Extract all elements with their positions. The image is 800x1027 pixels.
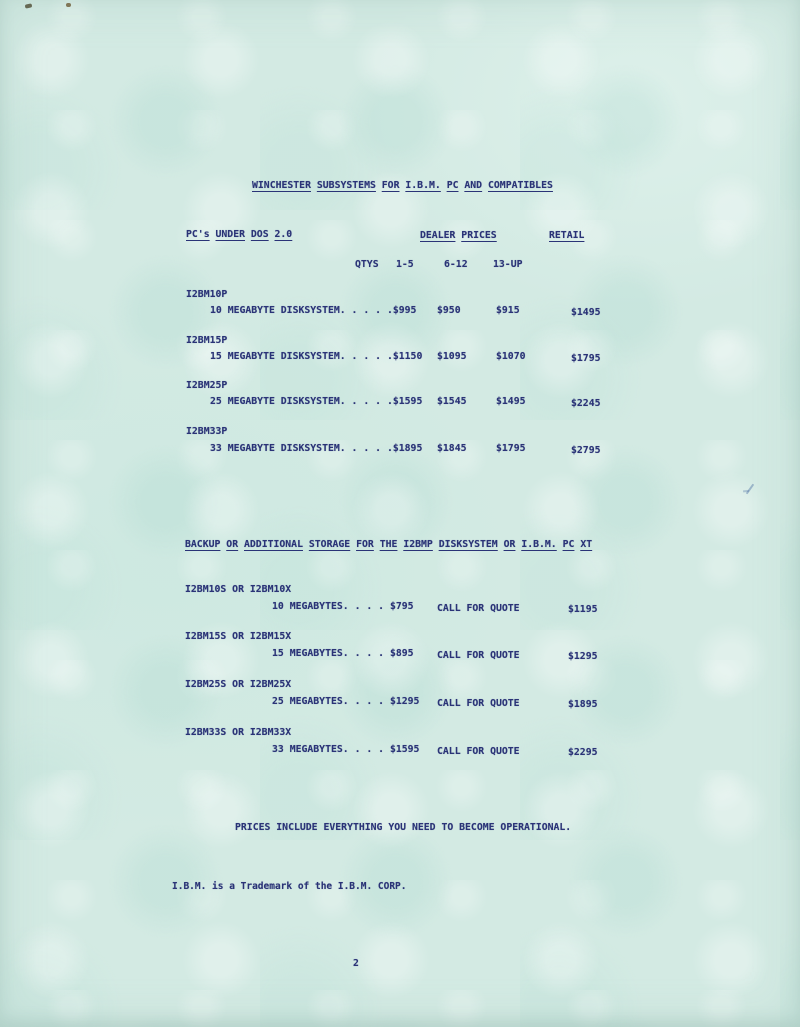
- section1-heading-left: PC's UNDER DOS 2.0: [186, 229, 293, 240]
- call-for-quote: CALL FOR QUOTE: [437, 698, 520, 709]
- qty-col-13-up: 13-UP: [493, 259, 523, 270]
- pen-mark: [746, 484, 755, 495]
- product-desc-price: 10 MEGABYTES. . . . $795: [272, 601, 414, 612]
- ink-speck: [66, 3, 71, 7]
- price-retail: $1795: [571, 353, 601, 364]
- product-model: I2BM15S OR I2BM15X: [185, 631, 292, 642]
- call-for-quote: CALL FOR QUOTE: [437, 603, 520, 614]
- price-retail: $2795: [571, 445, 601, 456]
- price-13-up: $915: [496, 305, 520, 316]
- product-model: I2BM25P: [186, 380, 228, 391]
- product-desc-price: 10 MEGABYTE DISKSYSTEM. . . . .$995: [210, 305, 417, 316]
- qty-header-label: QTYS: [355, 259, 379, 270]
- product-model: I2BM25S OR I2BM25X: [185, 679, 292, 690]
- qty-col-6-12: 6-12: [444, 259, 468, 270]
- trademark-note: I.B.M. is a Trademark of the I.B.M. CORP.: [172, 881, 407, 892]
- product-desc-price: 33 MEGABYTE DISKSYSTEM. . . . .$1895: [210, 443, 423, 454]
- price-13-up: $1495: [496, 396, 526, 407]
- section2-heading: BACKUP OR ADDITIONAL STORAGE FOR THE I2BMP DISKSYSTEM OR I.B.M. PC XT: [185, 539, 593, 550]
- price-13-up: $1795: [496, 443, 526, 454]
- product-model: I2BM33P: [186, 426, 228, 437]
- price-retail: $1195: [568, 604, 598, 615]
- ink-speck: [25, 3, 33, 8]
- document-title: WINCHESTER SUBSYSTEMS FOR I.B.M. PC AND COMPATIBLES: [252, 180, 553, 191]
- price-13-up: $1070: [496, 351, 526, 362]
- price-retail: $1895: [568, 699, 598, 710]
- price-retail: $2295: [568, 747, 598, 758]
- section1-heading-retail: RETAIL: [549, 230, 585, 241]
- product-model: I2BM33S OR I2BM33X: [185, 727, 292, 738]
- footer-note: PRICES INCLUDE EVERYTHING YOU NEED TO BECOME OPERATIONAL.: [235, 822, 572, 833]
- product-desc-price: 15 MEGABYTES. . . . $895: [272, 648, 414, 659]
- price-6-12: $1095: [437, 351, 467, 362]
- price-6-12: $950: [437, 305, 461, 316]
- price-retail: $1495: [571, 307, 601, 318]
- price-retail: $1295: [568, 651, 598, 662]
- section1-heading-dealer-prices: DEALER PRICES: [420, 230, 497, 241]
- product-desc-price: 25 MEGABYTES. . . . $1295: [272, 696, 420, 707]
- product-model: I2BM10P: [186, 289, 228, 300]
- qty-col-1-5: 1-5: [396, 259, 414, 270]
- call-for-quote: CALL FOR QUOTE: [437, 650, 520, 661]
- price-6-12: $1845: [437, 443, 467, 454]
- price-retail: $2245: [571, 398, 601, 409]
- call-for-quote: CALL FOR QUOTE: [437, 746, 520, 757]
- product-desc-price: 25 MEGABYTE DISKSYSTEM. . . . .$1595: [210, 396, 423, 407]
- product-desc-price: 15 MEGABYTE DISKSYSTEM. . . . .$1150: [210, 351, 423, 362]
- product-model: I2BM10S OR I2BM10X: [185, 584, 292, 595]
- price-6-12: $1545: [437, 396, 467, 407]
- product-model: I2BM15P: [186, 335, 228, 346]
- product-desc-price: 33 MEGABYTES. . . . $1595: [272, 744, 420, 755]
- page-number: 2: [353, 958, 359, 969]
